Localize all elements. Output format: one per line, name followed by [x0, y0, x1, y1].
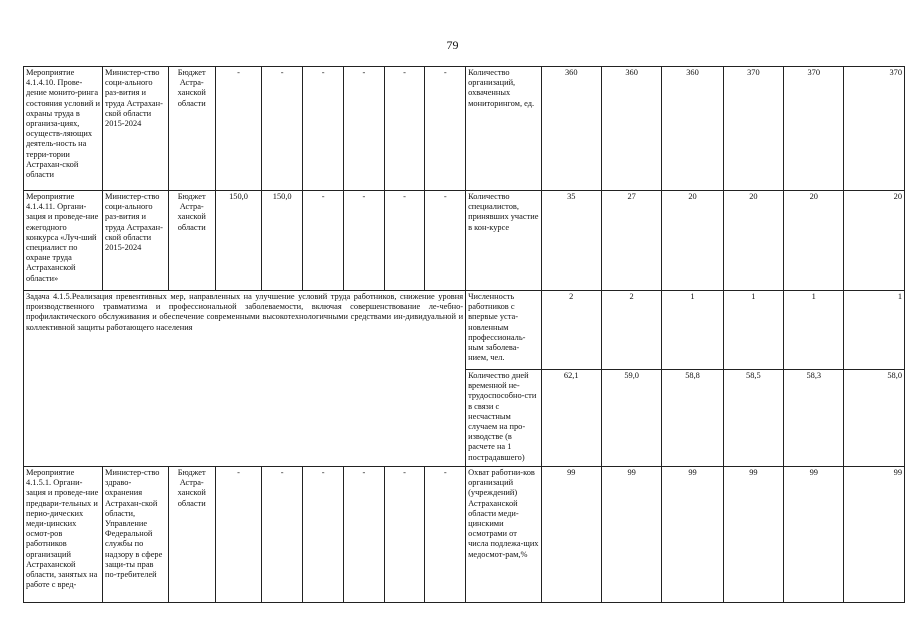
indicator-cell: Численность работников с впервые уста-новленным профессиональ-ным заболева-нием, чел. [466, 291, 541, 370]
indicator-cell: Охват работни-ков организаций (учреждений) Астраханской области меди-цинскими осмотрами от числа подлежа-щих медосмот-рам,% [466, 467, 541, 603]
value-cell: 59,0 [601, 370, 661, 467]
funding-cell: - [262, 467, 303, 603]
value-cell: 1 [784, 291, 844, 370]
value-cell: 1 [844, 291, 905, 370]
value-cell: 2 [601, 291, 661, 370]
funding-cell: - [425, 67, 466, 191]
funding-source-cell: Бюджет Астра-ханской области [168, 191, 215, 291]
value-cell: 20 [662, 191, 723, 291]
value-cell: 99 [844, 467, 905, 603]
funding-cell: - [344, 191, 385, 291]
table-row [24, 191, 905, 291]
table-row [24, 67, 905, 191]
funding-cell: - [344, 467, 385, 603]
value-cell: 58,5 [723, 370, 783, 467]
value-cell: 20 [723, 191, 783, 291]
value-cell: 20 [784, 191, 844, 291]
value-cell: 99 [662, 467, 723, 603]
funding-cell: - [303, 191, 344, 291]
indicator-cell: Количество специалистов, принявших участие в кон-курсе [466, 191, 541, 291]
value-cell: 360 [601, 67, 661, 191]
measure-cell: Мероприятие 4.1.5.1. Органи-зация и проведе-ние предвари-тельных и перио-дических меди-цинских осмот-ров работников организаций Астраханской области, занятых на работе с вред- [24, 467, 103, 603]
value-cell: 20 [844, 191, 905, 291]
indicator-cell: Количество организаций, охваченных мониторингом, ед. [466, 67, 541, 191]
value-cell: 99 [784, 467, 844, 603]
value-cell: 27 [601, 191, 661, 291]
measure-cell: Мероприятие 4.1.4.11. Органи-зация и проведе-ние ежегодного конкурса «Луч-ший специалист по охране труда Астраханской области» [24, 191, 103, 291]
funding-cell: - [384, 67, 425, 191]
value-cell: 99 [541, 467, 601, 603]
funding-cell: - [384, 467, 425, 603]
funding-cell: - [215, 67, 261, 191]
table-row [24, 291, 905, 370]
funding-cell: - [384, 191, 425, 291]
value-cell: 370 [844, 67, 905, 191]
page-number: 79 [446, 38, 459, 52]
funding-cell: 150,0 [215, 191, 261, 291]
value-cell: 1 [723, 291, 783, 370]
indicator-cell: Количество дней временной не-трудоспособно-сти в связи с несчастным случаем на про-изводстве (в расчете на 1 пострадавшего) [466, 370, 541, 467]
value-cell: 2 [541, 291, 601, 370]
table-row [24, 467, 905, 603]
funding-cell: - [425, 191, 466, 291]
value-cell: 99 [601, 467, 661, 603]
funding-source-cell: Бюджет Астра-ханской области [168, 467, 215, 603]
value-cell: 58,8 [662, 370, 723, 467]
value-cell: 62,1 [541, 370, 601, 467]
funding-cell: - [303, 467, 344, 603]
funding-cell: - [303, 67, 344, 191]
value-cell: 370 [784, 67, 844, 191]
value-cell: 1 [662, 291, 723, 370]
measure-cell: Мероприятие 4.1.4.10. Прове-дение монито-ринга состояния условий и охраны труда в организа-циях, осуществ-ляющих деятель-ность на терри-тории Астрахан-ской области [24, 67, 103, 191]
value-cell: 99 [723, 467, 783, 603]
funding-cell: - [425, 467, 466, 603]
value-cell: 370 [723, 67, 783, 191]
value-cell: 360 [662, 67, 723, 191]
task-heading-cell: Задача 4.1.5.Реализация превентивных мер, направленных на улучшение условий труда работников, снижение уровня производственного травматизма и профессиональной заболеваемости, включая совершенствование ле-чебно-профилактического обслуживания и обеспечение современными высокотехнологичными средствами ин-дивидуальной и коллективной защиты работающего населения [24, 291, 466, 467]
executor-cell: Министер-ство соци-ального раз-вития и труда Астрахан-ской области 2015-2024 [103, 67, 168, 191]
funding-cell: 150,0 [262, 191, 303, 291]
funding-cell: - [215, 467, 261, 603]
value-cell: 360 [541, 67, 601, 191]
executor-cell: Министер-ство здраво-охранения Астрахан-ской области, Управление Федеральной службы по надзору в сфере защи-ты прав по-требителей [103, 467, 168, 603]
funding-source-cell: Бюджет Астра-ханской области [168, 67, 215, 191]
funding-cell: - [262, 67, 303, 191]
value-cell: 35 [541, 191, 601, 291]
program-table [23, 66, 905, 603]
executor-cell: Министер-ство соци-ального раз-вития и труда Астрахан-ской области 2015-2024 [103, 191, 168, 291]
value-cell: 58,0 [844, 370, 905, 467]
value-cell: 58,3 [784, 370, 844, 467]
funding-cell: - [344, 67, 385, 191]
